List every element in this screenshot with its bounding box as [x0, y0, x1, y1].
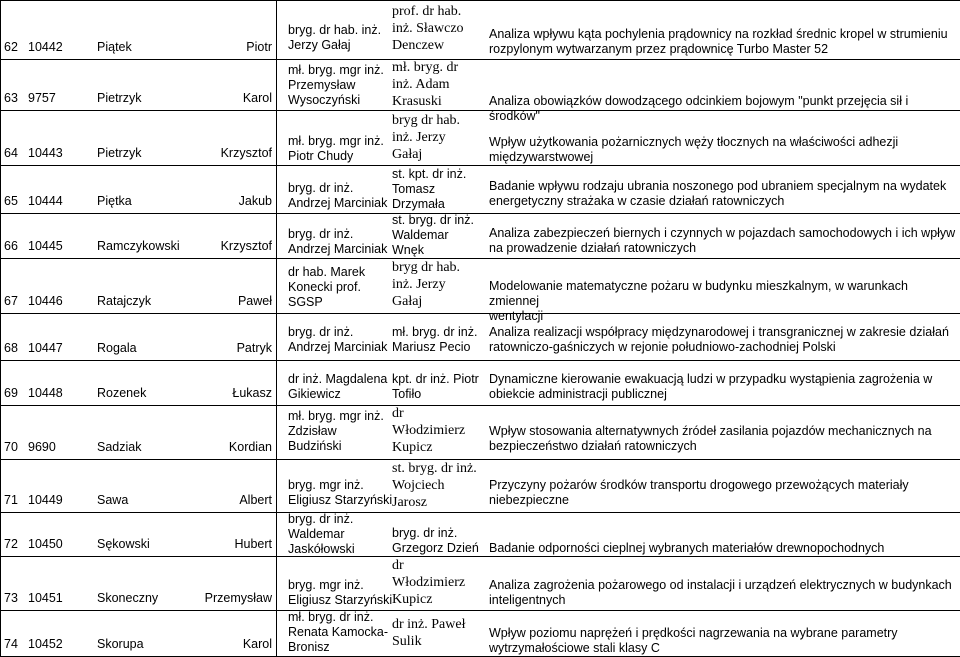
first-name-cell: Krzysztof: [220, 146, 272, 160]
supervisor-cell: mł. bryg. mgr inż. Zdzisław Budziński: [288, 409, 384, 453]
album-number-cell: 10446: [28, 294, 63, 308]
supervisor-cell: dr inż. Magdalena Gikiewicz: [288, 372, 388, 401]
first-name-cell: Hubert: [234, 537, 272, 551]
table-row: [0, 610, 960, 656]
first-name-cell: Albert: [239, 493, 272, 507]
surname-cell: Rozenek: [97, 386, 147, 400]
lp-cell: 63: [4, 91, 18, 105]
reviewer-cell: st. bryg. dr inż. Waldemar Wnęk: [392, 213, 474, 257]
table-row: [0, 59, 960, 123]
supervisor-cell: mł. bryg. mgr inż. Przemysław Wysoczyński: [288, 63, 384, 107]
thesis-topic-cell: Dynamiczne kierowanie ewakuacją ludzi w przypadku wystąpienia zagrożenia w obiekcie administracji publicznej: [489, 372, 933, 401]
reviewer-cell: bryg. dr inż. Grzegorz Dzień: [392, 526, 479, 555]
table-row: [0, 110, 960, 165]
reviewer-cell: dr Włodzimierz Kupicz: [392, 406, 466, 455]
supervisor-cell: dr hab. Marek Konecki prof. SGSP: [288, 265, 366, 309]
album-number-cell: 10451: [28, 591, 63, 605]
surname-cell: Piętka: [97, 194, 132, 208]
lp-cell: 67: [4, 294, 18, 308]
table-row: [0, 213, 960, 258]
thesis-topic-cell: Analiza wpływu kąta pochylenia prądownicy na rozkład średnic kropel w strumieniu rozpylonym wytwarzanym przez prądownicę Turbo Master 52: [489, 27, 948, 56]
first-name-cell: Łukasz: [232, 386, 272, 400]
lp-cell: 72: [4, 537, 18, 551]
first-name-cell: Patryk: [236, 341, 272, 355]
surname-cell: Ramczykowski: [97, 239, 180, 253]
surname-cell: Ratajczyk: [97, 294, 152, 308]
surname-cell: Piątek: [97, 40, 132, 54]
lp-cell: 65: [4, 194, 18, 208]
lp-cell: 64: [4, 146, 18, 160]
surname-cell: Rogala: [97, 341, 137, 355]
lp-cell: 62: [4, 40, 18, 54]
table-row: [0, 165, 960, 213]
supervisor-cell: mł. bryg. mgr inż. Piotr Chudy: [288, 134, 384, 163]
reviewer-cell: bryg dr hab. inż. Jerzy Gałaj: [392, 260, 461, 309]
surname-cell: Pietrzyk: [97, 146, 142, 160]
reviewer-cell: mł. bryg. dr inż. Adam Krasuski: [392, 60, 459, 109]
surname-cell: Sawa: [97, 493, 129, 507]
supervisor-cell: bryg. mgr inż. Eligiusz Starzyński: [288, 478, 393, 507]
first-name-cell: Karol: [242, 637, 272, 651]
album-number-cell: 10448: [28, 386, 63, 400]
lp-cell: 71: [4, 493, 18, 507]
table-row: [0, 313, 960, 360]
thesis-topic-cell: Badanie wpływu rodzaju ubrania noszonego pod ubraniem specjalnym na wydatek energetyczny strażaka w czasie działań ratowniczych: [489, 179, 947, 208]
lp-cell: 68: [4, 341, 18, 355]
lp-cell: 69: [4, 386, 18, 400]
thesis-topic-cell: Badanie odporności cieplnej wybranych materiałów drewnopochodnych: [489, 541, 885, 555]
thesis-topic-cell: Wpływ poziomu naprężeń i prędkości nagrzewania na wybrane parametry wytrzymałościowe stali klasy C: [489, 626, 898, 655]
lp-cell: 73: [4, 591, 18, 605]
album-number-cell: 10445: [28, 239, 63, 253]
album-number-cell: 10443: [28, 146, 63, 160]
surname-cell: Sadziak: [97, 440, 142, 454]
album-number-cell: 10442: [28, 40, 63, 54]
reviewer-cell: prof. dr hab. inż. Sławczo Denczew: [392, 4, 464, 53]
table-row: [0, 405, 960, 459]
surname-cell: Sękowski: [97, 537, 150, 551]
album-number-cell: 10444: [28, 194, 63, 208]
supervisor-cell: bryg. dr inż. Waldemar Jaskółowski: [288, 512, 355, 556]
first-name-cell: Jakub: [238, 194, 272, 208]
first-name-cell: Przemysław: [204, 591, 272, 605]
thesis-topic-cell: Analiza zabezpieczeń biernych i czynnych w pojazdach samochodowych i ich wpływ na prowadzenie działań ratowniczych: [489, 226, 956, 255]
supervisor-cell: bryg. dr inż. Andrzej Marciniak: [288, 325, 388, 354]
album-number-cell: 10450: [28, 537, 63, 551]
thesis-topic-cell: Analiza obowiązków dowodzącego odcinkiem bojowym "punkt przejęcia sił i środków": [489, 94, 909, 123]
table-row: [0, 360, 960, 405]
table-row: [0, 556, 960, 610]
reviewer-cell: st. bryg. dr inż. Wojciech Jarosz: [392, 461, 477, 510]
supervisor-cell: bryg. dr hab. inż. Jerzy Gałaj: [288, 23, 382, 52]
supervisor-cell: bryg. dr inż. Andrzej Marciniak: [288, 227, 388, 256]
reviewer-cell: dr Włodzimierz Kupicz: [392, 558, 466, 607]
supervisor-cell: bryg. mgr inż. Eligiusz Starzyński: [288, 578, 393, 607]
surname-cell: Skoneczny: [97, 591, 159, 605]
surname-cell: Pietrzyk: [97, 91, 142, 105]
reviewer-cell: kpt. dr inż. Piotr Tofiło: [392, 372, 479, 401]
first-name-cell: Paweł: [237, 294, 272, 308]
table-row: [0, 459, 960, 512]
thesis-topic-cell: Analiza realizacji współpracy międzynarodowej i transgranicznej w zakresie działań ratowniczo-gaśniczych w rejonie południowo-zachodniej Polski: [489, 325, 949, 354]
reviewer-cell: mł. bryg. dr inż. Mariusz Pecio: [392, 325, 478, 354]
lp-cell: 70: [4, 440, 18, 454]
reviewer-cell: bryg dr hab. inż. Jerzy Gałaj: [392, 113, 461, 162]
first-name-cell: Krzysztof: [220, 239, 272, 253]
first-name-cell: Piotr: [246, 40, 272, 54]
thesis-topic-cell: Wpływ stosowania alternatywnych źródeł zasilania pojazdów mechanicznych na bezpieczeństwo działań ratowniczych: [489, 424, 932, 453]
album-number-cell: 9757: [28, 91, 56, 105]
thesis-topic-cell: Przyczyny pożarów środków transportu drogowego przewożących materiały niebezpieczne: [489, 478, 909, 507]
reviewer-cell: st. kpt. dr inż. Tomasz Drzymała: [392, 167, 467, 211]
album-number-cell: 10449: [28, 493, 63, 507]
album-number-cell: 10447: [28, 341, 63, 355]
supervisor-cell: bryg. dr inż. Andrzej Marciniak: [288, 181, 388, 210]
table-row: [0, 512, 960, 556]
first-name-cell: Kordian: [228, 440, 272, 454]
lp-cell: 66: [4, 239, 18, 253]
supervisor-cell: mł. bryg. dr inż. Renata Kamocka- Bronisz: [288, 610, 389, 654]
surname-cell: Skorupa: [97, 637, 144, 651]
table-row: [0, 258, 960, 323]
album-number-cell: 9690: [28, 440, 56, 454]
table-row: [0, 0, 960, 59]
thesis-topic-cell: Wpływ użytkowania pożarnicznych węży tłocznych na właściwości adhezji międzywarstwowej: [489, 135, 899, 164]
thesis-topic-cell: Analiza zagrożenia pożarowego od instalacji i urządzeń elektrycznych w budynkach inteligentnych: [489, 578, 952, 607]
thesis-topic-cell: Modelowanie matematyczne pożaru w budynku mieszkalnym, w warunkach zmiennej wentylacji: [489, 279, 908, 323]
album-number-cell: 10452: [28, 637, 63, 651]
reviewer-cell: dr inż. Paweł Sulik: [392, 617, 466, 649]
first-name-cell: Karol: [242, 91, 272, 105]
lp-cell: 74: [4, 637, 18, 651]
